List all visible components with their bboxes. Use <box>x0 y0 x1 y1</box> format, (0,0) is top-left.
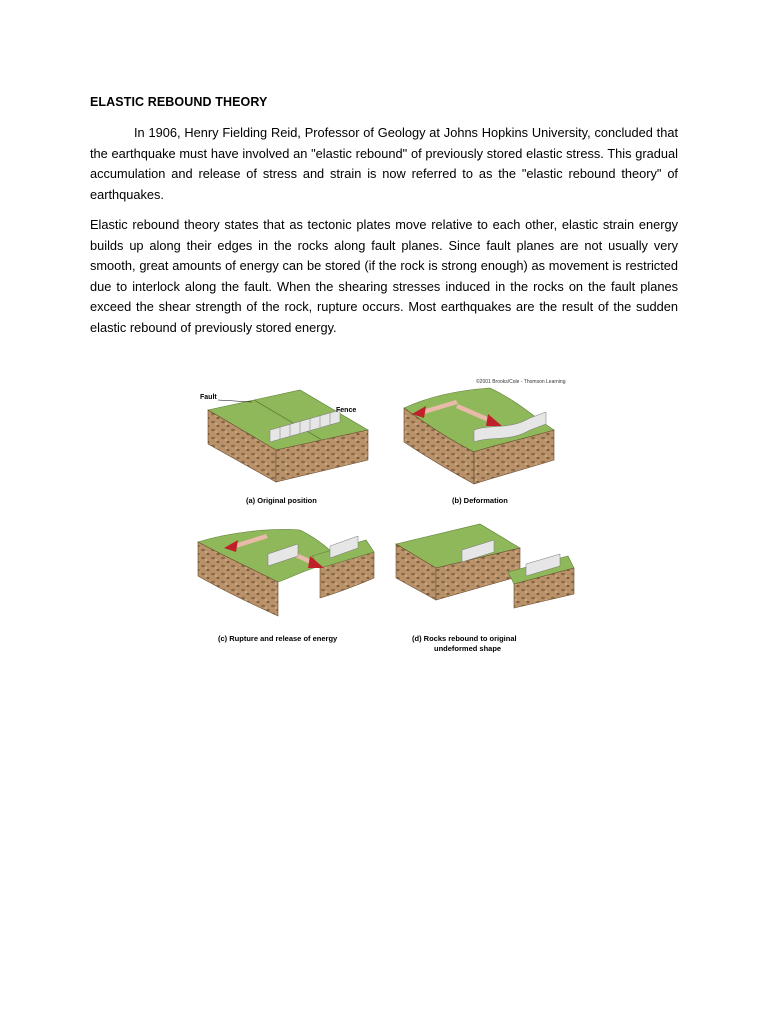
copyright-text: ©2001 Brooks/Cole - Thomson Learning <box>476 379 566 385</box>
panel-c-rupture <box>198 530 374 644</box>
paragraph-1: In 1906, Henry Fielding Reid, Professor of Geology at Johns Hopkins University, concluded that the earthquake must have involved an "elastic rebound" of previously stored elastic stress. This gradual accumulation and release of stress and strain is now referred to as the "elastic rebound theory" of earthquakes. <box>90 125 678 202</box>
elastic-rebound-figure <box>190 372 590 664</box>
panel-d-rebound <box>396 524 574 653</box>
caption-a: (a) Original position <box>246 496 317 505</box>
caption-b: (b) Deformation <box>452 496 508 505</box>
document-title: ELASTIC REBOUND THEORY <box>90 95 268 109</box>
paragraph-2: Elastic rebound theory states that as tectonic plates move relative to each other, elastic strain energy builds up along their edges in the rocks along fault planes. Since fault planes are not usually very smooth, great amounts of energy can be stored (if the rock is strong enough) as movement is restricted due to interlock along the fault. When the shearing stresses induced in the rocks on the fault planes exceed the shear strength of the rock, rupture occurs. Most earthquakes are the result of the sudden elastic rebound of previously stored energy. <box>90 217 678 335</box>
caption-d-line2: undeformed shape <box>434 644 502 653</box>
caption-c: (c) Rupture and release of energy <box>218 634 338 643</box>
label-fault: Fault <box>200 394 217 401</box>
figure-illustration <box>190 372 590 664</box>
panel-b-deformation <box>404 388 554 505</box>
caption-d-line1: (d) Rocks rebound to original <box>412 634 517 643</box>
panel-a-original-position <box>200 390 368 505</box>
label-fence: Fence <box>336 407 357 414</box>
